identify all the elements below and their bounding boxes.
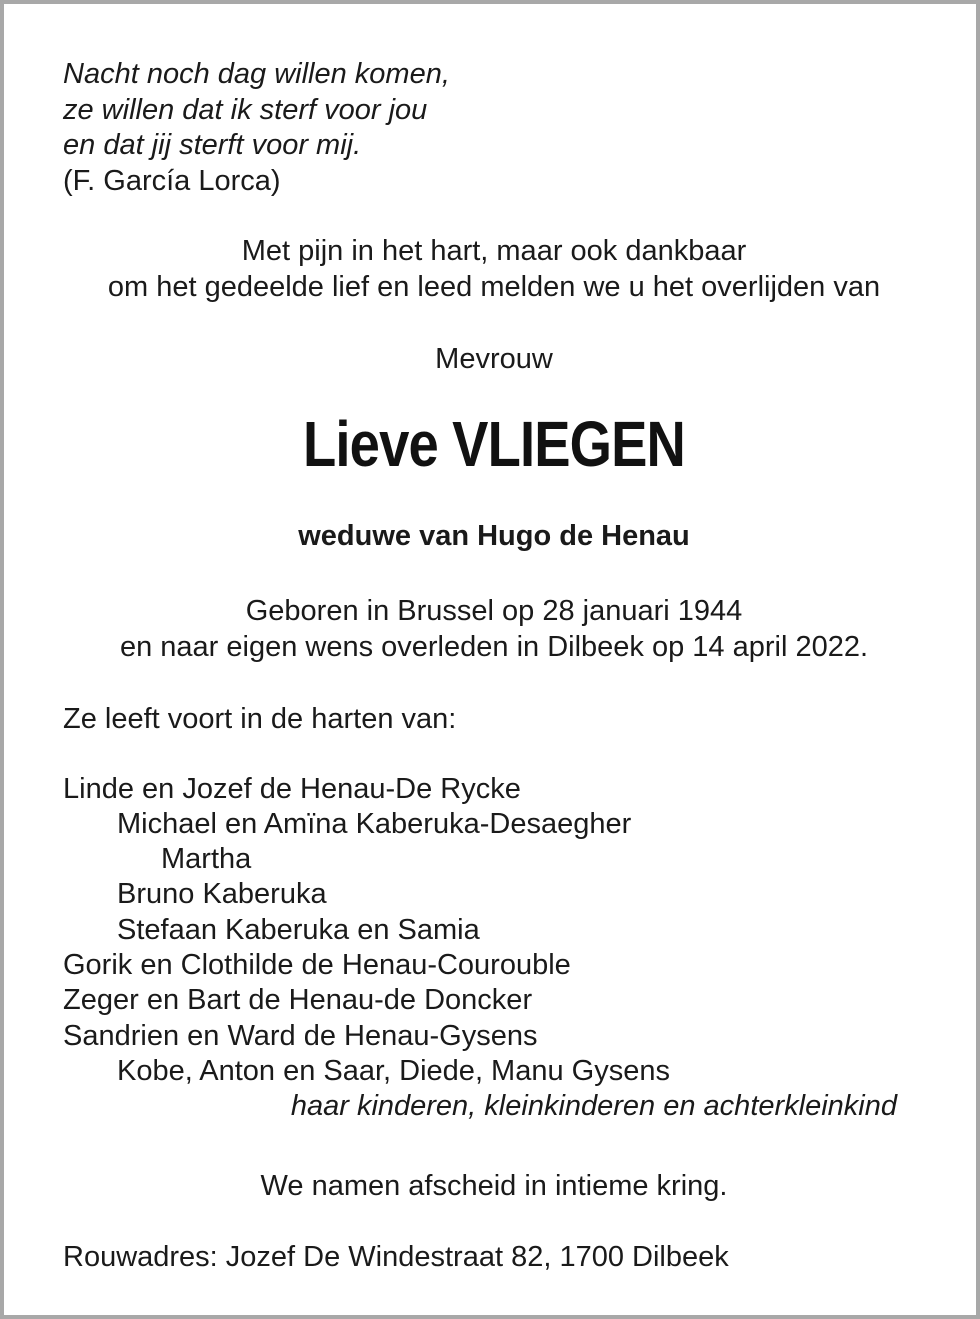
poem-author: (F. García Lorca) xyxy=(63,165,281,197)
family-member: Zeger en Bart de Henau-de Doncker xyxy=(63,984,533,1016)
poem-line: Nacht noch dag willen komen, xyxy=(63,58,450,90)
deceased-name: Lieve VLIEGEN xyxy=(303,408,685,480)
widow-of: weduwe van Hugo de Henau xyxy=(298,520,690,552)
poem-line: en dat jij sterft voor mij. xyxy=(63,129,362,161)
farewell-note: We namen afscheid in intieme kring. xyxy=(260,1170,728,1202)
family-member: Martha xyxy=(161,843,252,875)
family-member: Kobe, Anton en Saar, Diede, Manu Gysens xyxy=(117,1055,670,1087)
family-member: Stefaan Kaberuka en Samia xyxy=(117,914,480,946)
family-member: Michael en Amïna Kaberuka-Desaegher xyxy=(117,808,632,840)
family-member: Linde en Jozef de Henau-De Rycke xyxy=(63,773,521,805)
mourning-address: Rouwadres: Jozef De Windestraat 82, 1700 Dilbeek xyxy=(63,1241,729,1273)
intro-line: om het gedeelde lief en leed melden we u het overlijden van xyxy=(107,271,881,303)
poem-line: ze willen dat ik sterf voor jou xyxy=(63,94,428,126)
intro-line: Met pijn in het hart, maar ook dankbaar xyxy=(241,235,747,267)
lives-on-heading: Ze leeft voort in de harten van: xyxy=(63,703,457,735)
family-member: Bruno Kaberuka xyxy=(117,878,327,910)
birth-line: Geboren in Brussel op 28 januari 1944 xyxy=(245,595,743,627)
family-member: Sandrien en Ward de Henau-Gysens xyxy=(63,1020,538,1052)
family-caption: haar kinderen, kleinkinderen en achterkleinkind xyxy=(290,1090,897,1122)
death-line: en naar eigen wens overleden in Dilbeek op 14 april 2022. xyxy=(119,631,869,663)
family-member: Gorik en Clothilde de Henau-Courouble xyxy=(63,949,571,981)
honorific: Mevrouw xyxy=(435,343,553,375)
